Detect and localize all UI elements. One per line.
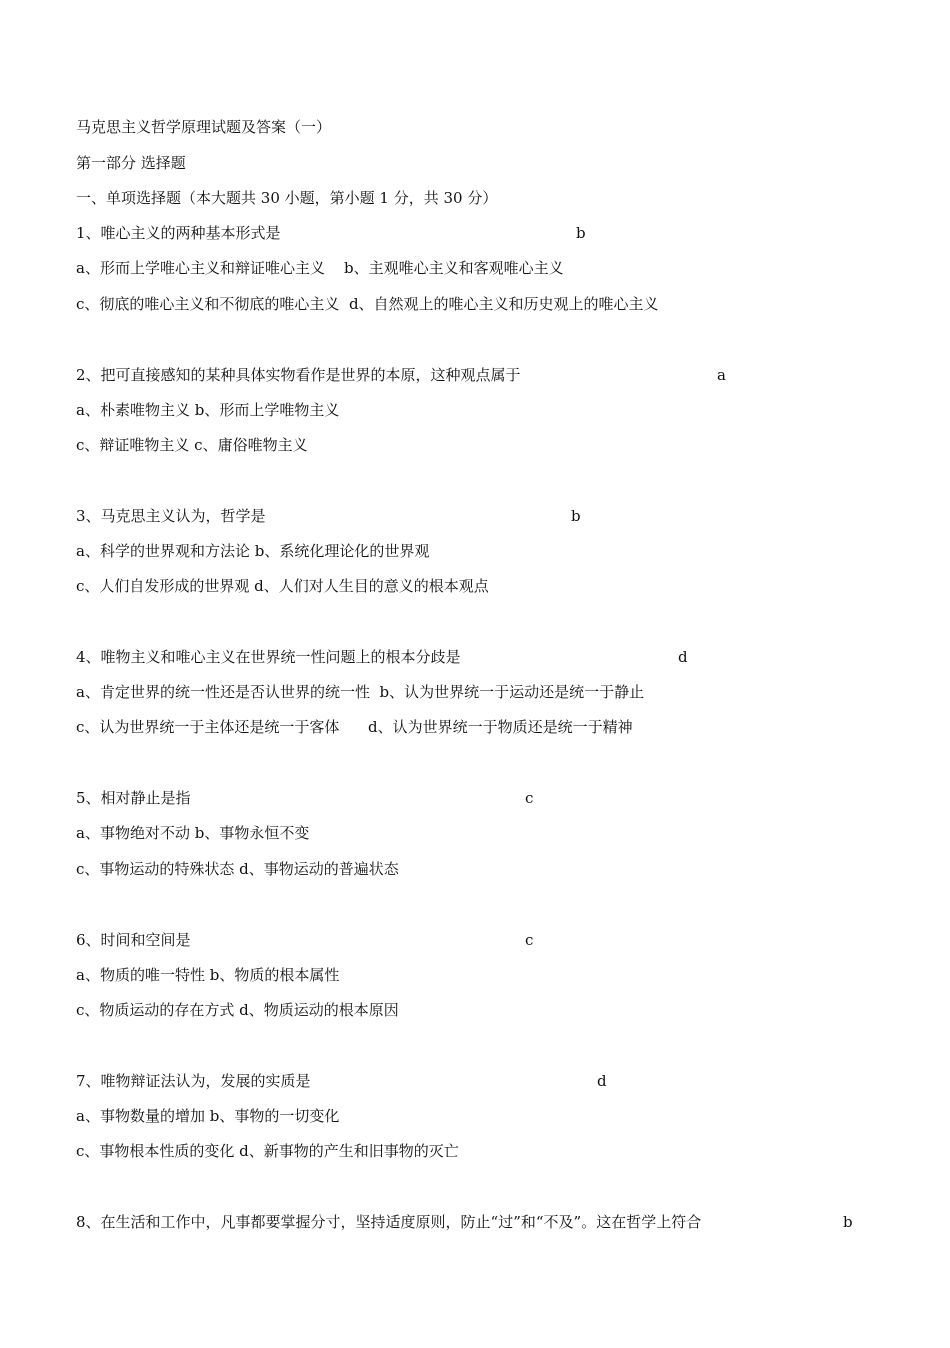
question-7-answer: d	[597, 1072, 607, 1090]
question-4-options-cd: c、认为世界统一于主体还是统一于客体 d、认为世界统一于物质还是统一于精神	[76, 718, 633, 736]
question-2-stem: 2、把可直接感知的某种具体实物看作是世界的本原，这种观点属于	[76, 366, 521, 384]
question-8-answer: b	[843, 1213, 853, 1231]
question-8-stem: 8、在生活和工作中，凡事都要掌握分寸，坚持适度原则，防止“过”和“不及”。这在哲学上符合	[76, 1213, 702, 1231]
question-2-answer: a	[717, 366, 726, 384]
question-6-options-cd: c、物质运动的存在方式 d、物质运动的根本原因	[76, 1001, 399, 1019]
question-4-stem: 4、唯物主义和唯心主义在世界统一性问题上的根本分歧是	[76, 648, 461, 666]
question-3-stem: 3、马克思主义认为，哲学是	[76, 507, 266, 525]
question-6-options-ab: a、物质的唯一特性 b、物质的根本属性	[76, 966, 340, 984]
question-6-stem: 6、时间和空间是	[76, 931, 191, 949]
question-5-answer: c	[525, 789, 534, 807]
document-title: 马克思主义哲学原理试题及答案（一）	[76, 118, 332, 136]
question-6-answer: c	[525, 931, 534, 949]
question-5-options-ab: a、事物绝对不动 b、事物永恒不变	[76, 824, 310, 842]
section-heading: 一、单项选择题（本大题共 30 小题，第小题 1 分，共 30 分）	[76, 189, 498, 207]
question-4-answer: d	[678, 648, 688, 666]
question-1-options-cd: c、彻底的唯心主义和不彻底的唯心主义 d、自然观上的唯心主义和历史观上的唯心主义	[76, 295, 659, 313]
part-heading: 第一部分 选择题	[76, 154, 186, 172]
question-4-options-ab: a、肯定世界的统一性还是否认世界的统一性 b、认为世界统一于运动还是统一于静止	[76, 683, 645, 701]
question-1-stem: 1、唯心主义的两种基本形式是	[76, 224, 281, 242]
question-1-options-ab: a、形而上学唯心主义和辩证唯心主义 b、主观唯心主义和客观唯心主义	[76, 259, 564, 277]
question-1-answer: b	[576, 224, 586, 242]
question-2-options-cd: c、辩证唯物主义 c、庸俗唯物主义	[76, 436, 308, 454]
question-5-options-cd: c、事物运动的特殊状态 d、事物运动的普遍状态	[76, 860, 399, 878]
question-3-answer: b	[571, 507, 581, 525]
question-7-stem: 7、唯物辩证法认为，发展的实质是	[76, 1072, 311, 1090]
question-7-options-ab: a、事物数量的增加 b、事物的一切变化	[76, 1107, 340, 1125]
question-3-options-cd: c、人们自发形成的世界观 d、人们对人生目的意义的根本观点	[76, 577, 489, 595]
question-3-options-ab: a、科学的世界观和方法论 b、系统化理论化的世界观	[76, 542, 430, 560]
question-2-options-ab: a、朴素唯物主义 b、形而上学唯物主义	[76, 401, 340, 419]
question-7-options-cd: c、事物根本性质的变化 d、新事物的产生和旧事物的灭亡	[76, 1142, 459, 1160]
question-5-stem: 5、相对静止是指	[76, 789, 191, 807]
